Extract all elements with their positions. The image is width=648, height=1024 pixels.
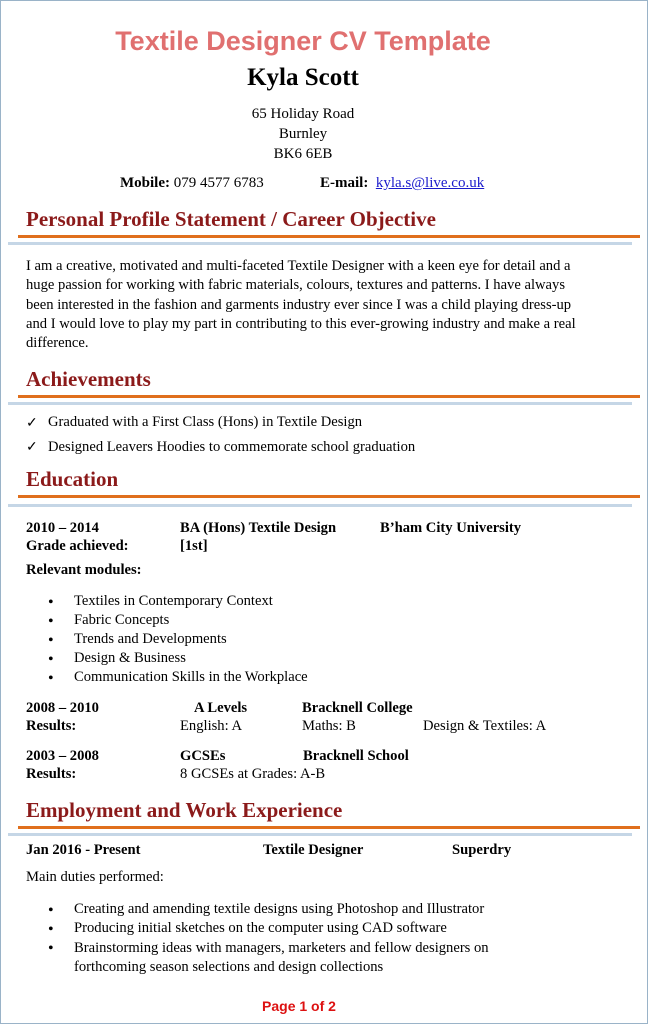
modules-label: Relevant modules: xyxy=(26,562,142,578)
bullet-icon: • xyxy=(48,632,54,649)
bullet-icon: • xyxy=(48,613,54,630)
section-rule xyxy=(18,395,640,398)
degree-title: BA (Hons) Textile Design xyxy=(180,520,337,536)
address-line-2: Burnley xyxy=(278,126,328,142)
alevels-institution: Bracknell College xyxy=(302,700,413,716)
module-item: Communication Skills in the Workplace xyxy=(74,669,308,685)
check-icon: ✓ xyxy=(26,416,38,431)
alevels-result: Design & Textiles: A xyxy=(423,718,547,734)
achievement-item: Designed Leavers Hoodies to commemorate school graduation xyxy=(48,439,416,455)
address-line-3: BK6 6EB xyxy=(273,146,333,162)
degree-institution: B’ham City University xyxy=(380,520,522,536)
alevels-result: Maths: B xyxy=(302,718,356,734)
document-title: Textile Designer CV Template xyxy=(115,26,491,56)
grade-value: [1st] xyxy=(180,538,208,554)
job-company: Superdry xyxy=(452,842,512,858)
duty-item: Creating and amending textile designs using Photoshop and Illustrator xyxy=(74,901,485,917)
module-item: Fabric Concepts xyxy=(74,612,170,628)
page-number: Page 1 of 2 xyxy=(262,998,336,1014)
section-heading-profile: Personal Profile Statement / Career Objective xyxy=(26,207,436,231)
email-label: E-mail: xyxy=(320,175,369,191)
module-item: Textiles in Contemporary Context xyxy=(74,593,273,609)
bullet-icon: • xyxy=(48,921,54,938)
email-contact xyxy=(320,175,484,192)
gcse-institution: Bracknell School xyxy=(303,748,409,764)
section-rule xyxy=(8,833,632,836)
gcse-results-label: Results: xyxy=(26,766,77,782)
alevels-result: English: A xyxy=(180,718,243,734)
address-line-1: 65 Holiday Road xyxy=(251,106,355,122)
section-heading-education: Education xyxy=(26,467,119,491)
profile-paragraph: I am a creative, motivated and multi-faceted Textile Designer with a keen eye for detail and a huge passion for working with fabric materials, colours, textures and patterns. I have always been interested in the fashion and garments industry ever since I was a child playing dress-up and I would love to play my part in contributing to this ever-growing industry and make a real difference. xyxy=(26,258,576,352)
duties-label: Main duties performed: xyxy=(26,869,164,885)
bullet-icon: • xyxy=(48,651,54,668)
job-role: Textile Designer xyxy=(263,842,364,858)
section-rule xyxy=(18,495,640,498)
alevels-title: A Levels xyxy=(194,700,248,716)
duty-item: Producing initial sketches on the computer using CAD software xyxy=(74,920,447,936)
module-item: Design & Business xyxy=(74,650,186,666)
achievement-item: Graduated with a First Class (Hons) in Textile Design xyxy=(48,414,363,430)
grade-label: Grade achieved: xyxy=(26,538,129,554)
section-rule xyxy=(8,402,632,405)
mobile-contact xyxy=(120,175,264,192)
duty-item: Brainstorming ideas with managers, marketers and fellow designers on forthcoming season selections and design collections xyxy=(74,940,489,976)
section-rule xyxy=(18,826,640,829)
section-heading-achievements: Achievements xyxy=(26,367,151,391)
bullet-icon: • xyxy=(48,670,54,687)
gcse-title: GCSEs xyxy=(180,748,226,764)
gcse-results: 8 GCSEs at Grades: A-B xyxy=(180,766,326,782)
bullet-icon: • xyxy=(48,594,54,611)
section-rule xyxy=(8,504,632,507)
email-link[interactable]: kyla.s@live.co.uk xyxy=(375,175,485,191)
section-rule xyxy=(18,235,640,238)
mobile-label: Mobile: xyxy=(120,175,170,191)
mobile-number: 079 4577 6783 xyxy=(173,175,264,191)
job-dates: Jan 2016 - Present xyxy=(26,842,141,858)
section-heading-employment: Employment and Work Experience xyxy=(26,798,343,822)
section-rule xyxy=(8,242,632,245)
alevels-results-label: Results: xyxy=(26,718,77,734)
gcse-dates: 2003 – 2008 xyxy=(26,748,99,764)
bullet-icon: • xyxy=(48,902,54,919)
degree-dates: 2010 – 2014 xyxy=(26,520,99,536)
bullet-icon: • xyxy=(48,940,54,957)
candidate-name: Kyla Scott xyxy=(247,64,359,91)
alevels-dates: 2008 – 2010 xyxy=(26,700,99,716)
check-icon: ✓ xyxy=(26,440,38,455)
module-item: Trends and Developments xyxy=(74,631,227,647)
